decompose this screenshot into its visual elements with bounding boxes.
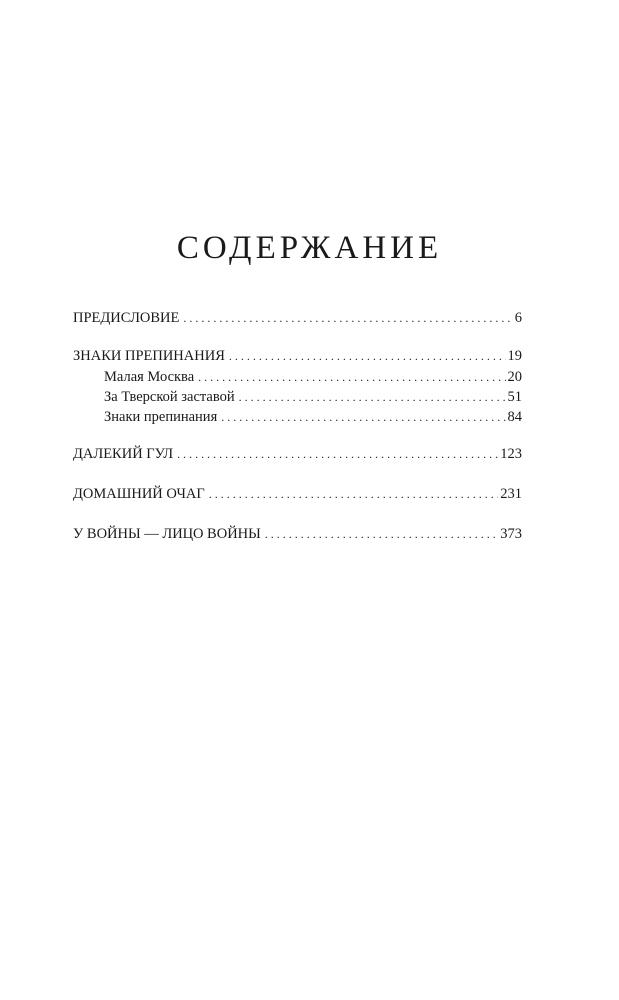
toc-entry-label: ДОМАШНИЙ ОЧАГ [73, 486, 205, 502]
toc-entry-face-of-war [73, 525, 522, 543]
toc-entry-punctuation-marks [104, 408, 522, 426]
dot-leader [198, 368, 505, 386]
toc-entry-page: 51 [507, 389, 522, 405]
toc-entry-label: За Тверской заставой [104, 389, 235, 405]
toc-entry-preface [73, 309, 522, 327]
toc-entry-malaya-moskva [104, 368, 522, 386]
dot-leader [221, 408, 505, 426]
toc-entry-tverskaya-zastava [104, 388, 522, 406]
toc-entry-punctuation-marks-part [73, 347, 522, 365]
toc-entry-page: 6 [514, 310, 522, 326]
toc-entry-page: 123 [500, 446, 522, 462]
toc-entry-page: 231 [500, 486, 522, 502]
toc-entry-label: Знаки препинания [104, 409, 218, 425]
page-title: СОДЕРЖАНИЕ [176, 230, 443, 266]
toc-entry-page: 20 [507, 369, 522, 385]
toc-entry-page: 373 [500, 526, 522, 542]
toc-entry-label: У ВОЙНЫ — ЛИЦО ВОЙНЫ [73, 526, 261, 542]
dot-leader [265, 525, 498, 543]
dot-leader [183, 309, 512, 327]
toc-entry-label: ДАЛЕКИЙ ГУЛ [73, 446, 174, 462]
toc-entry-label: ЗНАКИ ПРЕПИНАНИЯ [73, 348, 225, 364]
toc-entry-home-hearth [73, 485, 522, 503]
toc-entry-distant-rumble [73, 445, 522, 463]
toc-entry-page: 84 [507, 409, 522, 425]
toc-entry-page: 19 [507, 348, 522, 364]
dot-leader [239, 388, 506, 406]
dot-leader [229, 347, 506, 365]
toc-entry-label: Малая Москва [104, 369, 195, 385]
toc-entry-label: ПРЕДИСЛОВИЕ [73, 310, 180, 326]
dot-leader [209, 485, 498, 503]
dot-leader [177, 445, 498, 463]
